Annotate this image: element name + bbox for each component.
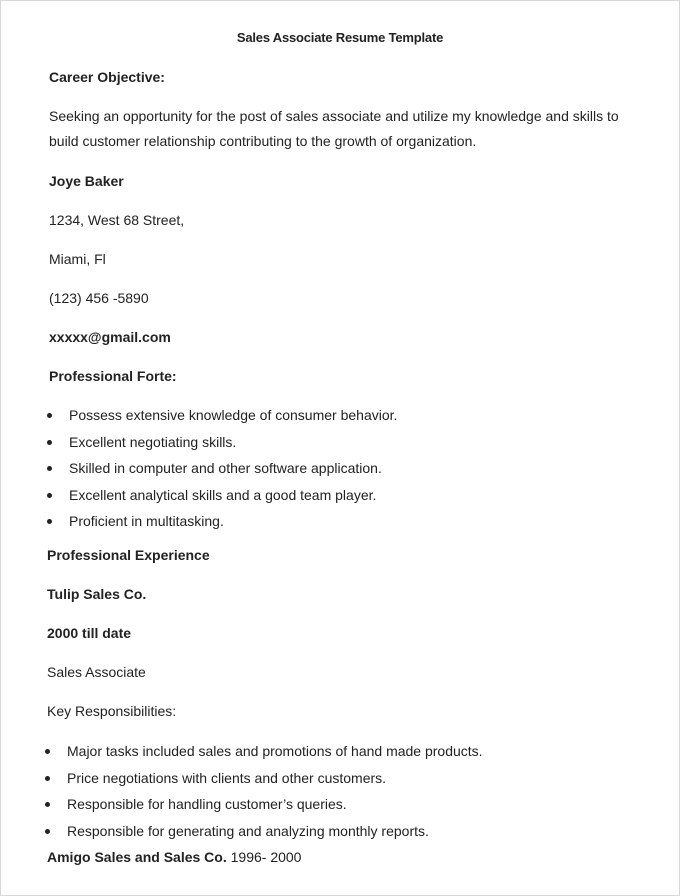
- contact-name: Joye Baker: [49, 173, 124, 189]
- bullet-icon: [45, 829, 50, 834]
- period-2: 1996- 2000: [230, 849, 302, 865]
- key-responsibilities-heading: Key Responsibilities:: [47, 703, 177, 719]
- bullet-icon: [45, 776, 50, 781]
- career-objective-heading: Career Objective:: [49, 69, 165, 85]
- bullet-icon: [47, 493, 52, 498]
- resume-document: Sales Associate Resume Template Career Objective: Seeking an opportunity for the post of sales associate and utilize my knowledge and skills to build customer relationship contributing to the growth of organization. Joye Baker 1234, West 68 Street, Miami, Fl (123) 456 -5890 xxxxx@gmail.com Professional Forte: Possess extensive knowledge of consumer behavior. Excellent negotiating skills. Skilled in computer and other software application. Excellent analytical skills and a good team player. Proficient in multitasking. Professional Experience Tulip Sales Co. 2000 till date Sales Associate Key Responsibilities: Major tasks included sales and promotions of hand made products. Price negotiations with clients and other customers. Responsible for handling customer’s queries. Responsible for generating and analyzing monthly reports. Amigo Sales and Sales Co. 1996- 2000: [0, 0, 680, 896]
- career-objective-text: Seeking an opportunity for the post of sales associate and utilize my knowledge and skills to build customer relationship contributing to the growth of organization.: [49, 108, 619, 149]
- company-name-2: Amigo Sales and Sales Co.: [47, 849, 227, 865]
- contact-address-line2: Miami, Fl: [49, 251, 106, 267]
- company-line-2: [47, 848, 301, 866]
- bullet-icon: [45, 749, 50, 754]
- professional-forte-heading: Professional Forte:: [49, 368, 177, 384]
- document-title: Sales Associate Resume Template: [236, 30, 444, 45]
- bullet-icon: [47, 466, 52, 471]
- contact-address-line1: 1234, West 68 Street,: [49, 212, 185, 228]
- bullet-icon: [45, 802, 50, 807]
- bullet-icon: [47, 413, 52, 418]
- bullet-icon: [47, 440, 52, 445]
- professional-experience-heading: Professional Experience: [47, 547, 210, 563]
- contact-email: xxxxx@gmail.com: [49, 329, 171, 345]
- contact-phone: (123) 456 -5890: [49, 290, 149, 306]
- company-name-1: Tulip Sales Co.: [47, 586, 147, 602]
- bullet-icon: [47, 519, 52, 524]
- role-1: Sales Associate: [47, 664, 146, 680]
- period-1: 2000 till date: [47, 625, 132, 641]
